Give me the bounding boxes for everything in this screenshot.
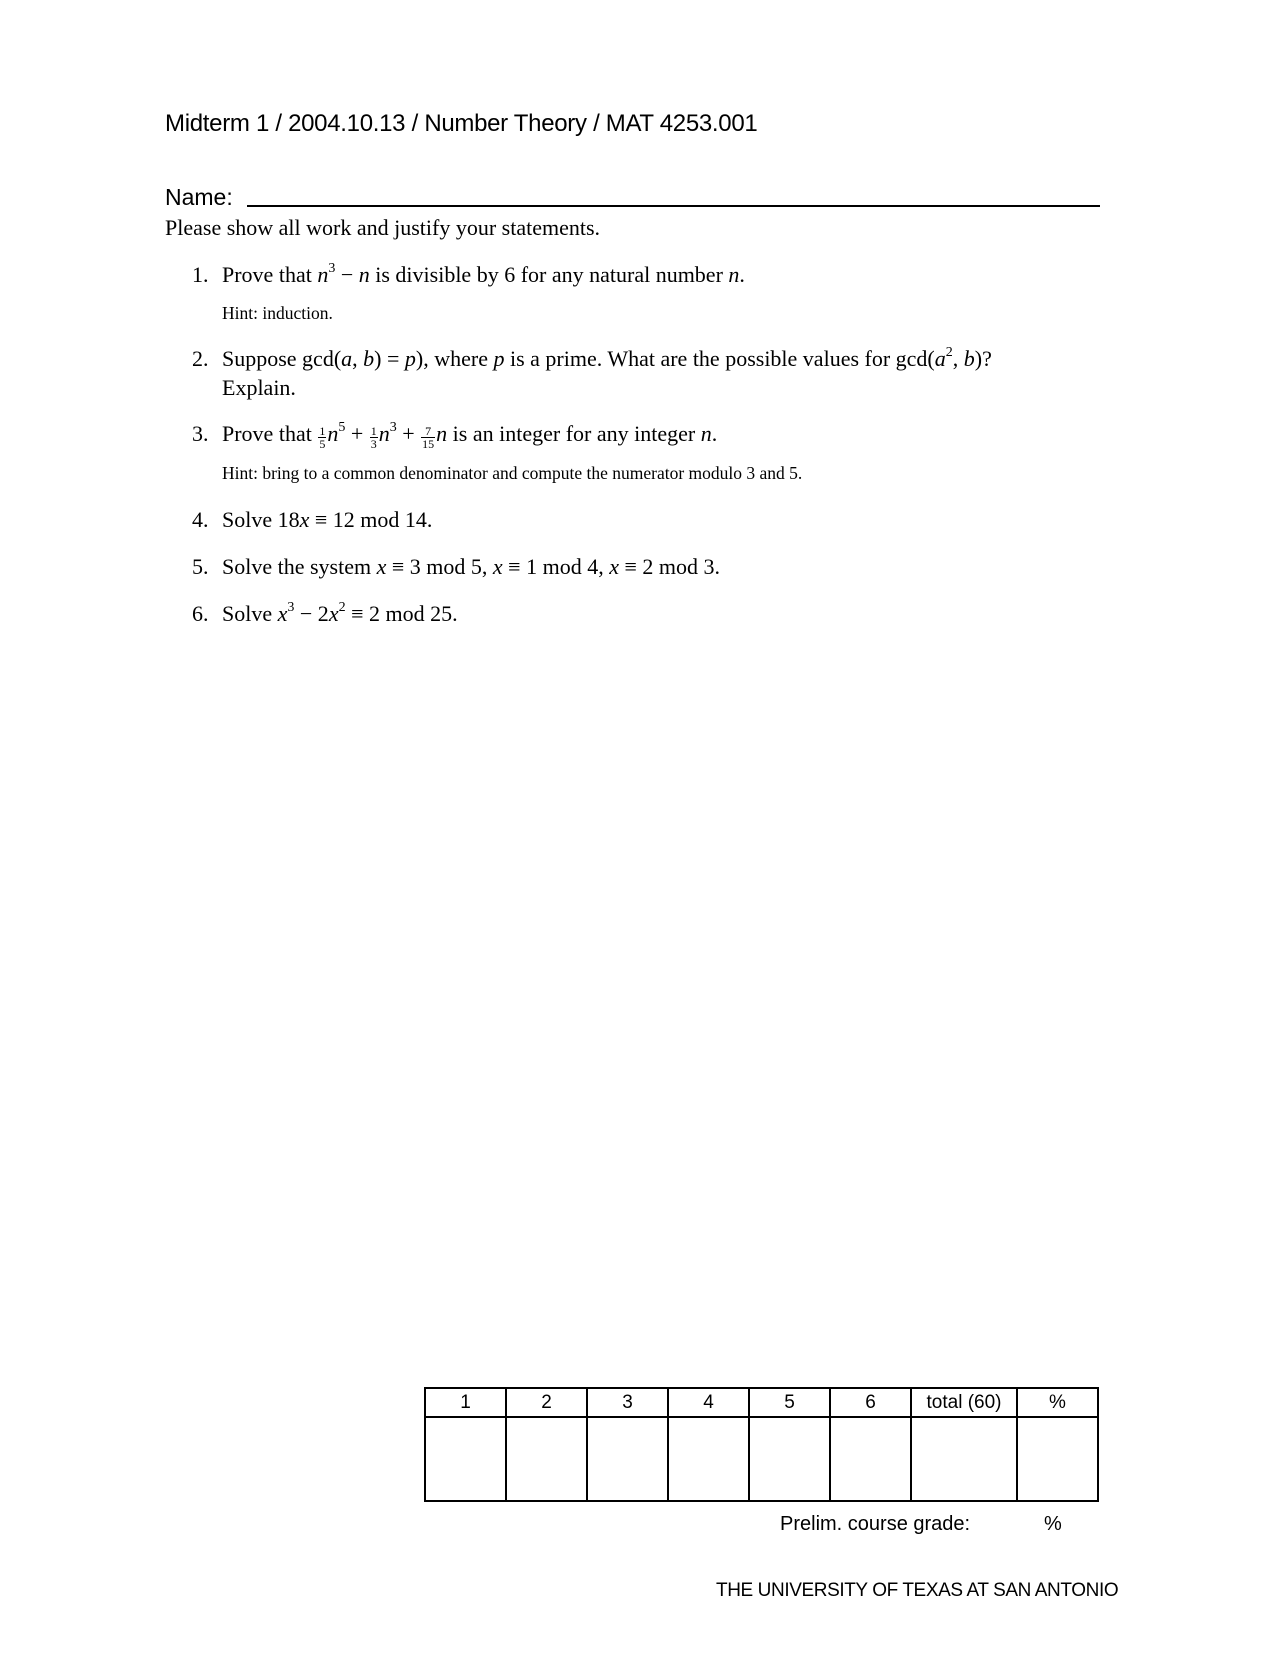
question-5: 5. Solve the system x ≡ 3 mod 5, x ≡ 1 mod 4, x ≡ 2 mod 3. — [192, 554, 720, 579]
name-label: Name: — [165, 184, 233, 210]
question-number: 6. — [192, 601, 209, 626]
score-cell-percent[interactable] — [1017, 1417, 1098, 1501]
score-table-body-row — [425, 1417, 1098, 1501]
university-footer: THE UNIVERSITY OF TEXAS AT SAN ANTONIO — [716, 1580, 1119, 1601]
score-header: 5 — [749, 1388, 830, 1417]
question-3: 3. Prove that $\frac{1}{5}$ $n^5$ + $\frac{1}{3}$ $n^3$ + $\frac{7}{15}$ n is an integer for any integer n. — [192, 419, 718, 451]
score-table-header-row — [425, 1388, 1098, 1417]
exam-title: Midterm 1 / 2004.10.13 / Number Theory / MAT 4253.001 — [165, 110, 758, 137]
question-6: 6. Solve $x^3 - 2x^2 \equiv 2$ mod 25. — [192, 599, 458, 626]
score-header: % — [1017, 1388, 1098, 1417]
score-cell-6[interactable] — [830, 1417, 911, 1501]
prelim-grade-percent: % — [1044, 1513, 1062, 1535]
score-cell-1[interactable] — [425, 1417, 506, 1501]
score-cell-4[interactable] — [668, 1417, 749, 1501]
question-2: 2. Suppose gcd(a, b) = p), where p is a prime. What are the possible values for $\gcd(a^2$, b)? Explain. — [192, 344, 992, 400]
score-cell-3[interactable] — [587, 1417, 668, 1501]
score-header: 2 — [506, 1388, 587, 1417]
score-header: 4 — [668, 1388, 749, 1417]
question-1: 1. Prove that $n^3 - n$ is divisible by 6 for any natural number n. — [192, 260, 745, 287]
question-number: 3. — [192, 421, 209, 446]
question-number: 2. — [192, 346, 209, 371]
score-cell-5[interactable] — [749, 1417, 830, 1501]
score-table — [424, 1387, 1099, 1502]
question-number: 4. — [192, 507, 209, 532]
score-header: total (60) — [911, 1388, 1017, 1417]
name-underline[interactable] — [247, 205, 1100, 207]
score-header: 3 — [587, 1388, 668, 1417]
prelim-grade-label: Prelim. course grade: — [780, 1513, 971, 1535]
question-4: 4. Solve 18x ≡ 12 mod 14. — [192, 507, 433, 532]
question-3-hint: Hint: bring to a common denominator and compute the numerator modulo 3 and 5. — [222, 463, 803, 483]
score-cell-2[interactable] — [506, 1417, 587, 1501]
instructions: Please show all work and justify your statements. — [165, 215, 601, 240]
score-header: 1 — [425, 1388, 506, 1417]
question-number: 5. — [192, 554, 209, 579]
score-header: 6 — [830, 1388, 911, 1417]
question-number: 1. — [192, 262, 209, 287]
question-1-hint: Hint: induction. — [222, 303, 333, 323]
name-field[interactable] — [165, 184, 1100, 214]
score-cell-total[interactable] — [911, 1417, 1017, 1501]
